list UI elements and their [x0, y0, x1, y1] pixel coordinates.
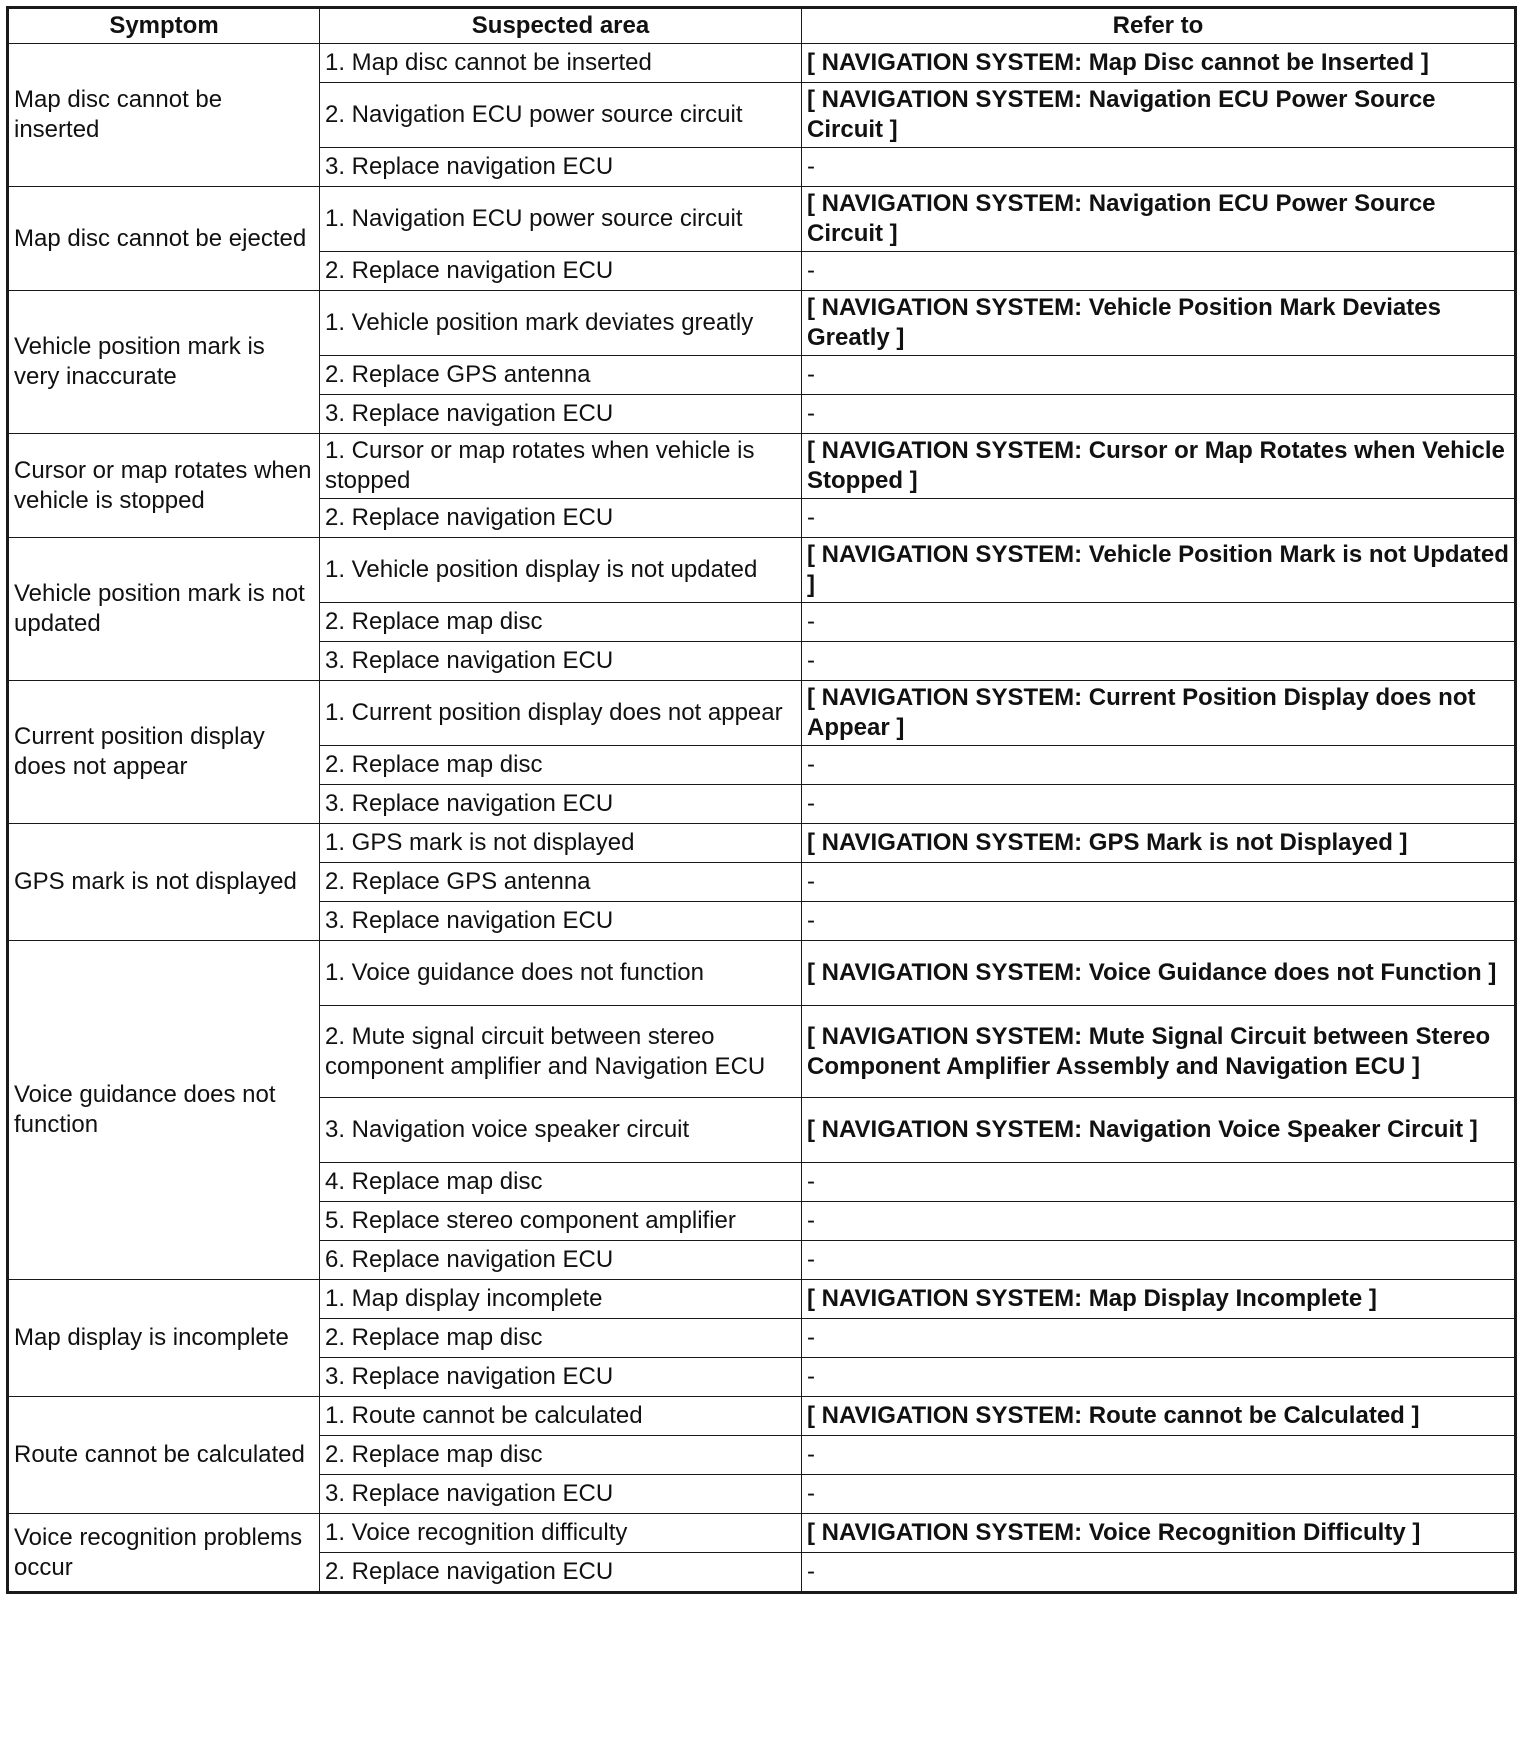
- suspected-area-cell: 1. Map display incomplete: [320, 1280, 802, 1319]
- troubleshooting-document: [6, 6, 1514, 1594]
- refer-to-cell-empty: -: [802, 1163, 1516, 1202]
- suspected-area-cell: 3. Replace navigation ECU: [320, 1358, 802, 1397]
- refer-to-link[interactable]: [ NAVIGATION SYSTEM: Voice Recognition Difficulty ]: [802, 1514, 1516, 1553]
- table-row: [8, 434, 1516, 499]
- suspected-area-cell: 2. Replace navigation ECU: [320, 499, 802, 538]
- refer-to-link[interactable]: [ NAVIGATION SYSTEM: Route cannot be Calculated ]: [802, 1397, 1516, 1436]
- suspected-area-cell: 3. Replace navigation ECU: [320, 1475, 802, 1514]
- refer-to-cell-empty: -: [802, 902, 1516, 941]
- suspected-area-cell: 5. Replace stereo component amplifier: [320, 1202, 802, 1241]
- table-row: [8, 1280, 1516, 1319]
- symptom-cell: Vehicle position mark is not updated: [8, 538, 320, 681]
- suspected-area-cell: 1. Map disc cannot be inserted: [320, 44, 802, 83]
- refer-to-cell-empty: -: [802, 603, 1516, 642]
- refer-to-link[interactable]: [ NAVIGATION SYSTEM: Navigation ECU Power Source Circuit ]: [802, 187, 1516, 252]
- symptom-cell: Voice guidance does not function: [8, 941, 320, 1280]
- refer-to-cell-empty: -: [802, 642, 1516, 681]
- suspected-area-cell: 3. Replace navigation ECU: [320, 642, 802, 681]
- suspected-area-cell: 2. Replace GPS antenna: [320, 863, 802, 902]
- suspected-area-cell: 3. Replace navigation ECU: [320, 902, 802, 941]
- suspected-area-cell: 1. Navigation ECU power source circuit: [320, 187, 802, 252]
- symptom-cell: Map disc cannot be ejected: [8, 187, 320, 291]
- suspected-area-cell: 6. Replace navigation ECU: [320, 1241, 802, 1280]
- suspected-area-cell: 2. Mute signal circuit between stereo component amplifier and Navigation ECU: [320, 1006, 802, 1098]
- header-suspected-area: Suspected area: [320, 8, 802, 44]
- symptom-cell: Map display is incomplete: [8, 1280, 320, 1397]
- suspected-area-cell: 1. Cursor or map rotates when vehicle is stopped: [320, 434, 802, 499]
- refer-to-link[interactable]: [ NAVIGATION SYSTEM: Current Position Display does not Appear ]: [802, 681, 1516, 746]
- refer-to-link[interactable]: [ NAVIGATION SYSTEM: Vehicle Position Mark is not Updated ]: [802, 538, 1516, 603]
- refer-to-cell-empty: -: [802, 252, 1516, 291]
- symptom-cell: Map disc cannot be inserted: [8, 44, 320, 187]
- refer-to-link[interactable]: [ NAVIGATION SYSTEM: Voice Guidance does not Function ]: [802, 941, 1516, 1006]
- suspected-area-cell: 2. Replace map disc: [320, 1319, 802, 1358]
- suspected-area-cell: 1. Vehicle position mark deviates greatly: [320, 291, 802, 356]
- table-row: [8, 291, 1516, 356]
- refer-to-cell-empty: -: [802, 863, 1516, 902]
- symptom-cell: Route cannot be calculated: [8, 1397, 320, 1514]
- table-row: [8, 187, 1516, 252]
- header-row: [8, 8, 1516, 44]
- suspected-area-cell: 3. Replace navigation ECU: [320, 785, 802, 824]
- refer-to-cell-empty: -: [802, 148, 1516, 187]
- table-row: [8, 44, 1516, 83]
- table-row: [8, 1514, 1516, 1553]
- suspected-area-cell: 3. Navigation voice speaker circuit: [320, 1098, 802, 1163]
- refer-to-cell-empty: -: [802, 1202, 1516, 1241]
- refer-to-cell-empty: -: [802, 746, 1516, 785]
- refer-to-cell-empty: -: [802, 1553, 1516, 1593]
- refer-to-link[interactable]: [ NAVIGATION SYSTEM: Navigation ECU Power Source Circuit ]: [802, 83, 1516, 148]
- suspected-area-cell: 1. GPS mark is not displayed: [320, 824, 802, 863]
- refer-to-link[interactable]: [ NAVIGATION SYSTEM: Mute Signal Circuit between Stereo Component Amplifier Assembly and Navigation ECU ]: [802, 1006, 1516, 1098]
- refer-to-cell-empty: -: [802, 785, 1516, 824]
- symptom-cell: Cursor or map rotates when vehicle is stopped: [8, 434, 320, 538]
- suspected-area-cell: 3. Replace navigation ECU: [320, 148, 802, 187]
- symptom-cell: Vehicle position mark is very inaccurate: [8, 291, 320, 434]
- refer-to-link[interactable]: [ NAVIGATION SYSTEM: GPS Mark is not Displayed ]: [802, 824, 1516, 863]
- suspected-area-cell: 3. Replace navigation ECU: [320, 395, 802, 434]
- suspected-area-cell: 2. Replace map disc: [320, 603, 802, 642]
- refer-to-cell-empty: -: [802, 1241, 1516, 1280]
- table-row: [8, 941, 1516, 1006]
- table-row: [8, 824, 1516, 863]
- header-refer-to: Refer to: [802, 8, 1516, 44]
- table-row: [8, 1397, 1516, 1436]
- suspected-area-cell: 2. Replace navigation ECU: [320, 1553, 802, 1593]
- suspected-area-cell: 1. Current position display does not appear: [320, 681, 802, 746]
- refer-to-link[interactable]: [ NAVIGATION SYSTEM: Map Display Incomplete ]: [802, 1280, 1516, 1319]
- table-row: [8, 681, 1516, 746]
- suspected-area-cell: 2. Replace map disc: [320, 1436, 802, 1475]
- suspected-area-cell: 1. Voice guidance does not function: [320, 941, 802, 1006]
- suspected-area-cell: 1. Route cannot be calculated: [320, 1397, 802, 1436]
- symptom-cell: Current position display does not appear: [8, 681, 320, 824]
- symptom-cell: GPS mark is not displayed: [8, 824, 320, 941]
- symptom-cell: Voice recognition problems occur: [8, 1514, 320, 1593]
- refer-to-link[interactable]: [ NAVIGATION SYSTEM: Vehicle Position Mark Deviates Greatly ]: [802, 291, 1516, 356]
- refer-to-cell-empty: -: [802, 1319, 1516, 1358]
- suspected-area-cell: 2. Replace navigation ECU: [320, 252, 802, 291]
- refer-to-cell-empty: -: [802, 1358, 1516, 1397]
- refer-to-cell-empty: -: [802, 1475, 1516, 1514]
- refer-to-cell-empty: -: [802, 395, 1516, 434]
- table-row: [8, 538, 1516, 603]
- refer-to-cell-empty: -: [802, 1436, 1516, 1475]
- suspected-area-cell: 2. Navigation ECU power source circuit: [320, 83, 802, 148]
- suspected-area-cell: 2. Replace map disc: [320, 746, 802, 785]
- refer-to-link[interactable]: [ NAVIGATION SYSTEM: Map Disc cannot be Inserted ]: [802, 44, 1516, 83]
- suspected-area-cell: 1. Vehicle position display is not updated: [320, 538, 802, 603]
- refer-to-link[interactable]: [ NAVIGATION SYSTEM: Cursor or Map Rotates when Vehicle Stopped ]: [802, 434, 1516, 499]
- suspected-area-cell: 2. Replace GPS antenna: [320, 356, 802, 395]
- symptom-table: [6, 6, 1517, 1594]
- refer-to-cell-empty: -: [802, 356, 1516, 395]
- header-symptom: Symptom: [8, 8, 320, 44]
- refer-to-cell-empty: -: [802, 499, 1516, 538]
- table-body: [8, 44, 1516, 1593]
- suspected-area-cell: 1. Voice recognition difficulty: [320, 1514, 802, 1553]
- suspected-area-cell: 4. Replace map disc: [320, 1163, 802, 1202]
- refer-to-link[interactable]: [ NAVIGATION SYSTEM: Navigation Voice Speaker Circuit ]: [802, 1098, 1516, 1163]
